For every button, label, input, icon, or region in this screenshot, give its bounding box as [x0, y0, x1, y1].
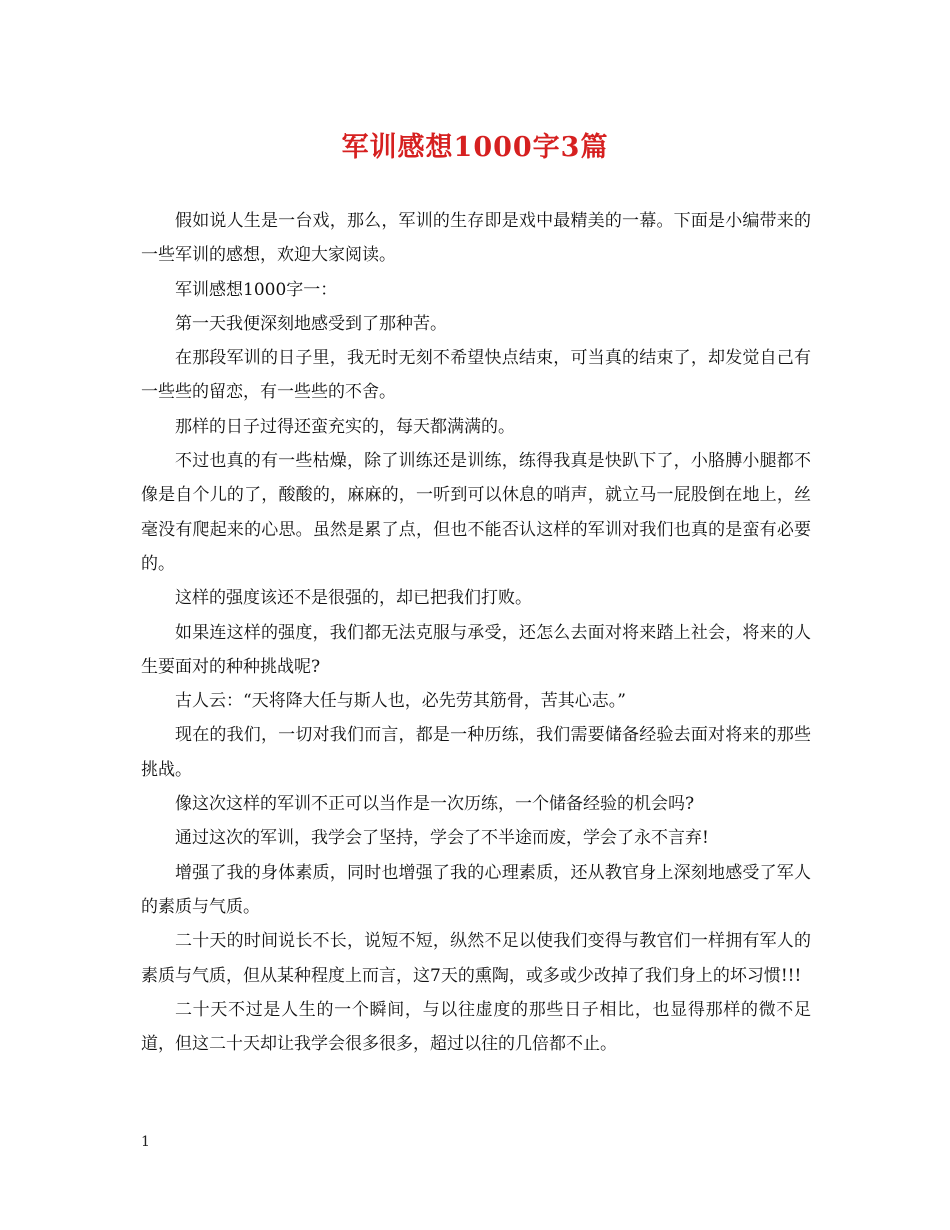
paragraph: 像这次这样的军训不正可以当作是一次历练，一个储备经验的机会吗? — [175, 794, 695, 815]
paragraph: 二十天不过是人生的一个瞬间，与以往虚度的那些日子相比，也显得那样的微不足道，但这二十天却让我学会很多很多，超过以往的几倍都不止。 — [141, 999, 811, 1055]
paragraph: 假如说人生是一台戏，那么，军训的生存即是戏中最精美的一幕。下面是小编带来的一些军训的感想，欢迎大家阅读。 — [141, 211, 811, 266]
paragraph: 增强了我的身体素质，同时也增强了我的心理素质，还从教官身上深刻地感受了军人的素质与气质。 — [141, 862, 811, 917]
section-heading: 军训感想1000字一： — [175, 279, 338, 300]
document-title: 军训感想1000字3篇 — [341, 132, 609, 163]
page-number: 1 — [141, 1134, 150, 1150]
paragraph: 现在的我们，一切对我们而言，都是一种历练，我们需要储备经验去面对将来的那些挑战。 — [141, 725, 811, 780]
document-body — [141, 204, 811, 1061]
paragraph: 二十天的时间说长不长，说短不短，纵然不足以使我们变得与教官们一样拥有军人的素质与气质，但从某种程度上而言，这7天的熏陶，或多或少改掉了我们身上的坏习惯!!! — [141, 931, 811, 986]
paragraph: 通过这次的军训，我学会了坚持，学会了不半途而废，学会了永不言弃! — [175, 828, 709, 849]
paragraph: 在那段军训的日子里，我无时无刻不希望快点结束，可当真的结束了，却发觉自己有一些些的留恋，有一些些的不舍。 — [141, 348, 811, 403]
paragraph: 那样的日子过得还蛮充实的，每天都满满的。 — [175, 416, 515, 437]
paragraph: 第一天我便深刻地感受到了那种苦。 — [175, 313, 447, 334]
paragraph: 如果连这样的强度，我们都无法克服与承受，还怎么去面对将来踏上社会，将来的人生要面对的种种挑战呢? — [141, 622, 811, 677]
paragraph: 古人云：“天将降大任与斯人也，必先劳其筋骨，苦其心志。” — [175, 691, 626, 712]
paragraph: 不过也真的有一些枯燥，除了训练还是训练，练得我真是快趴下了，小胳膊小腿都不像是自个儿的了，酸酸的，麻麻的，一听到可以休息的哨声，就立马一屁股倒在地上，丝毫没有爬起来的心思。虽然是累了点，但也不能否认这样的军训对我们也真的是蛮有必要的。 — [141, 451, 811, 574]
paragraph: 这样的强度该还不是很强的，却已把我们打败。 — [175, 588, 532, 609]
